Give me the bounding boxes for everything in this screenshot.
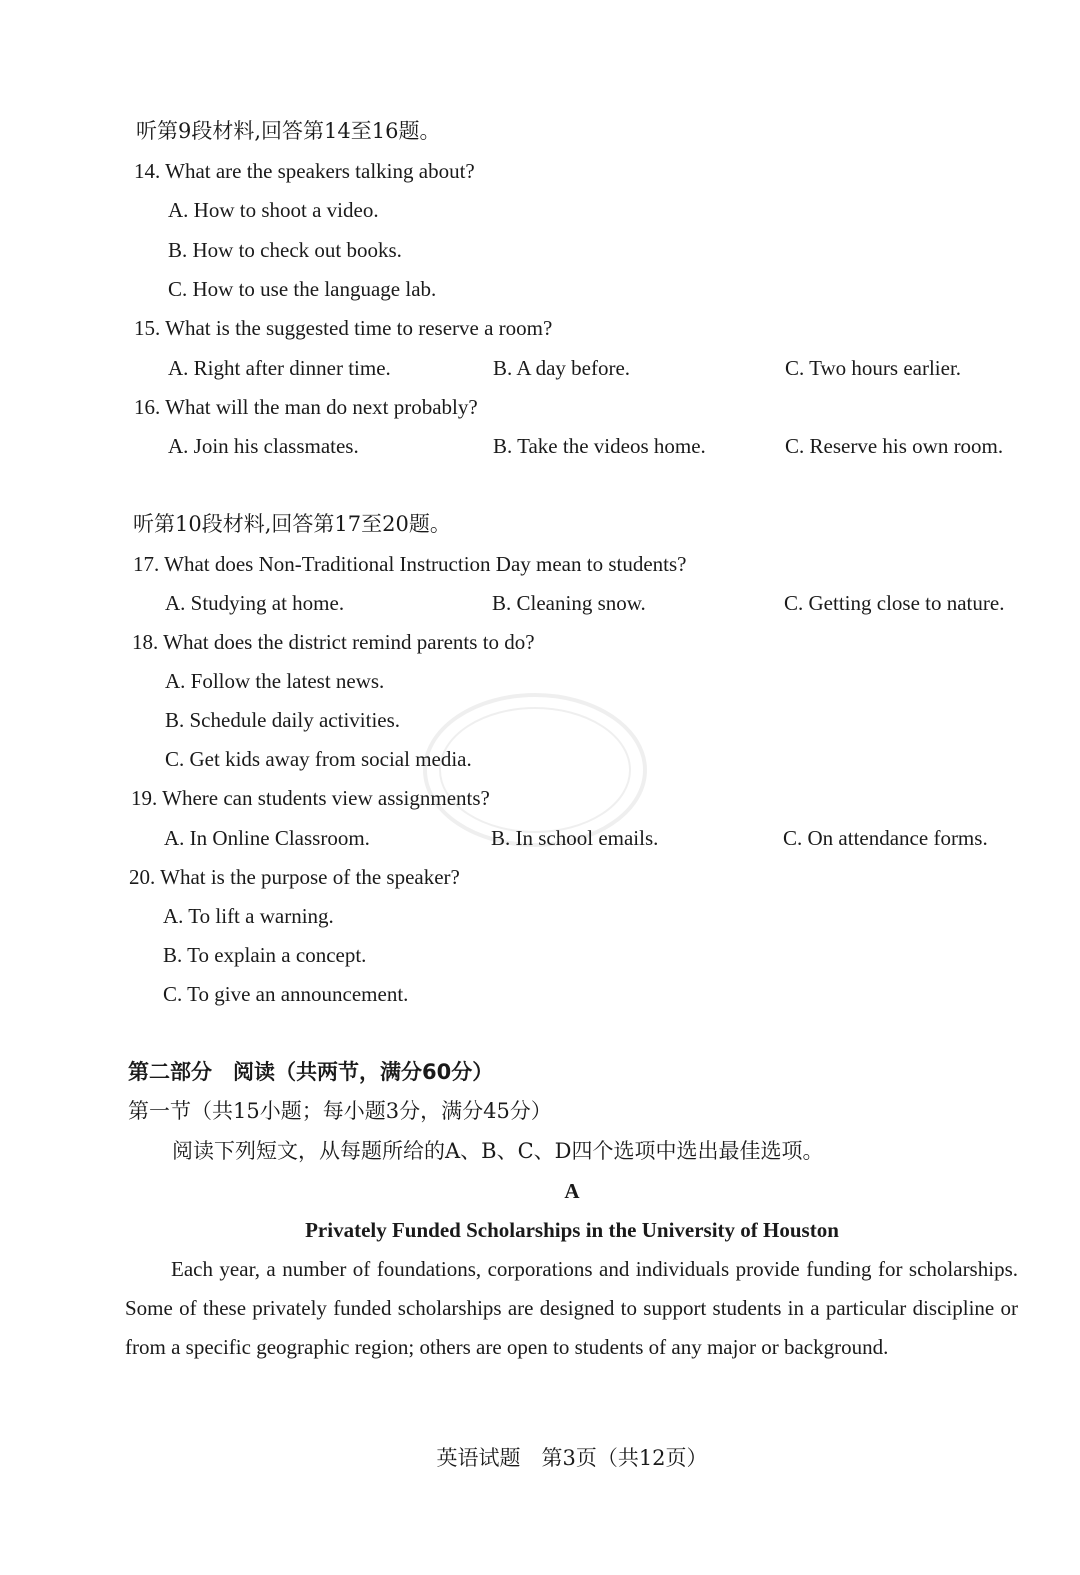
q20-option-b: B. To explain a concept. xyxy=(163,943,367,967)
passage-label: A xyxy=(564,1179,580,1203)
page-footer: 英语试题 第3页（共12页） xyxy=(436,1446,708,1470)
section-10-header: 听第10段材料,回答第17至20题。 xyxy=(133,512,451,536)
section-1-heading: 第一节（共15小题；每小题3分，满分45分） xyxy=(128,1099,552,1123)
q17-option-b: B. Cleaning snow. xyxy=(492,591,646,615)
question-20: 20. What is the purpose of the speaker? xyxy=(129,865,460,889)
q18-option-c: C. Get kids away from social media. xyxy=(165,747,472,771)
q20-option-c: C. To give an announcement. xyxy=(163,982,409,1006)
q17-option-c: C. Getting close to nature. xyxy=(784,591,1005,615)
q14-option-c: C. How to use the language lab. xyxy=(168,277,437,301)
q16-option-a: A. Join his classmates. xyxy=(168,434,359,458)
question-18: 18. What does the district remind parents to do? xyxy=(132,630,535,654)
q15-option-c: C. Two hours earlier. xyxy=(785,356,962,380)
q15-option-b: B. A day before. xyxy=(493,356,631,380)
question-16: 16. What will the man do next probably? xyxy=(134,395,478,419)
q19-option-c: C. On attendance forms. xyxy=(783,826,988,850)
q19-option-a: A. In Online Classroom. xyxy=(164,826,370,850)
q18-option-b: B. Schedule daily activities. xyxy=(165,708,401,732)
question-15: 15. What is the suggested time to reserve a room? xyxy=(134,316,553,340)
q17-option-a: A. Studying at home. xyxy=(165,591,345,615)
question-14: 14. What are the speakers talking about? xyxy=(134,159,475,183)
reading-instruction: 阅读下列短文，从每题所给的A、B、C、D四个选项中选出最佳选项。 xyxy=(172,1139,824,1163)
q16-option-c: C. Reserve his own room. xyxy=(785,434,1004,458)
q14-option-a: A. How to shoot a video. xyxy=(168,198,379,222)
q16-option-b: B. Take the videos home. xyxy=(493,434,706,458)
q20-option-a: A. To lift a warning. xyxy=(163,904,334,928)
passage-title: Privately Funded Scholarships in the University of Houston xyxy=(305,1218,839,1242)
passage-paragraph: Each year, a number of foundations, corporations and individuals provide funding for scholarships. Some of these privately funded scholarships are designed to support students in a particular discipline or from a specific geographic region; others are open to students of any major or background. xyxy=(125,1257,1018,1359)
q14-option-b: B. How to check out books. xyxy=(168,238,402,262)
q15-option-a: A. Right after dinner time. xyxy=(168,356,391,380)
q19-option-b: B. In school emails. xyxy=(491,826,659,850)
part-2-title: 第二部分 阅读（共两节，满分60分） xyxy=(128,1060,494,1084)
question-19: 19. Where can students view assignments? xyxy=(131,786,490,810)
section-9-header: 听第9段材料,回答第14至16题。 xyxy=(136,119,441,143)
question-17: 17. What does Non-Traditional Instruction Day mean to students? xyxy=(133,552,687,576)
q18-option-a: A. Follow the latest news. xyxy=(165,669,385,693)
